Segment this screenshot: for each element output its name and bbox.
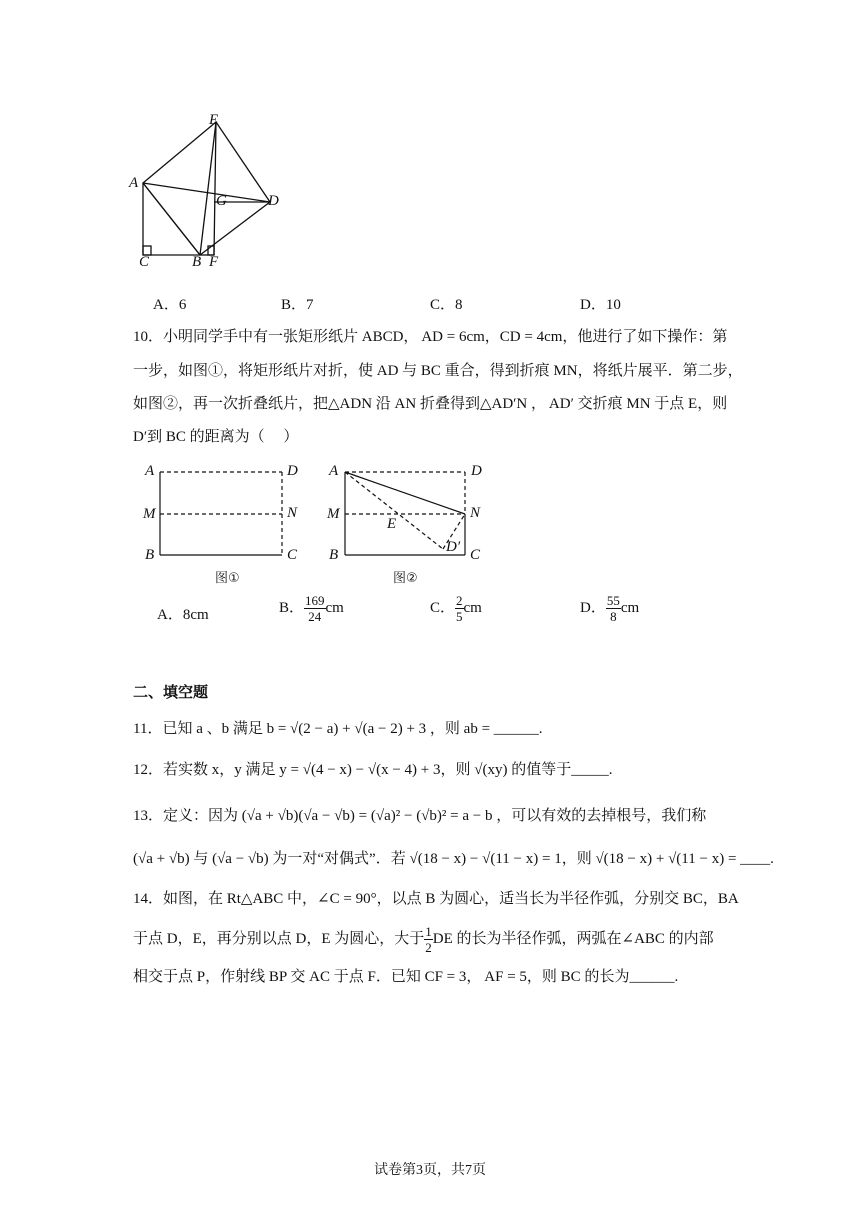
page-footer: 试卷第3页，共7页: [374, 1163, 486, 1178]
fig10-2-label-n: N: [470, 505, 481, 521]
fig10-1-label-b: B: [145, 547, 155, 563]
q10-option-b: B． $\frac{169}{24}$ cm: [279, 593, 344, 624]
q13-line-1: 13．定义：因为 (√a + √b)(√a − √b) = (√a)² − (√b)² = a − b ，可以有效的去掉根号，我们称: [133, 808, 707, 824]
q10-option-a: A．8cm: [157, 607, 209, 623]
fig10-2-label-a: A: [329, 463, 339, 479]
q14-line-1: 14．如图，在 Rt△ABC 中，∠C = 90°，以点 B 为圆心，适当长为半径作弧，分别交 BC，BA: [133, 891, 739, 907]
fig9-label-c: C: [139, 254, 150, 270]
fig10-1-label-a: A: [145, 463, 155, 479]
fig10-2-caption: 图②: [393, 571, 418, 586]
q12-text: 12．若实数 x，y 满足 y = √(4 − x) − √(x − 4) + 3，则 √(xy) 的值等于_____.: [133, 762, 613, 778]
q14-line-2: 于点 D，E，再分别以点 D，E 为圆心，大于 $\frac{1}{2}$ DE 的长为半径作弧，两弧在∠ABC 的内部: [133, 924, 714, 955]
q9-option-d: D．10: [580, 297, 621, 313]
fig10-2-label-m: M: [327, 506, 340, 522]
q10-line-4: D′到 BC 的距离为（ ）: [133, 429, 299, 445]
fig9-label-b: B: [192, 254, 202, 270]
fig10-1-label-d: D: [287, 463, 298, 479]
fig10-2-label-e: E: [387, 516, 397, 532]
fig9-label-e: E: [209, 112, 219, 128]
figure-10-1: [150, 465, 300, 565]
q13-line-2: (√a + √b) 与 (√a − √b) 为一对“对偶式”．若 √(18 − x) − √(11 − x) = 1，则 √(18 − x) + √(11 − x) = ____.: [133, 851, 774, 867]
fig10-1-label-m: M: [143, 506, 156, 522]
q14-line-3: 相交于点 P，作射线 BP 交 AC 于点 F．已知 CF = 3， AF = 5，则 BC 的长为______.: [133, 969, 679, 985]
q9-option-b: B．7: [281, 297, 314, 313]
q10-option-d: D． $\frac{55}{8}$ cm: [580, 593, 640, 624]
fig10-1-caption: 图①: [215, 571, 240, 586]
figure-10-2: [335, 465, 485, 565]
q11-text: 11．已知 a 、b 满足 b = √(2 − a) + √(a − 2) + 3 ，则 ab = ______.: [133, 721, 543, 737]
q9-option-c: C．8: [430, 297, 463, 313]
fig10-2-label-dprime: D′: [446, 539, 461, 555]
fig9-label-f: F: [209, 254, 219, 270]
section-title-fill-in: 二、填空题: [133, 683, 209, 701]
fig9-label-d: D: [268, 193, 279, 209]
fig10-2-label-c: C: [470, 547, 481, 563]
figure-9: [130, 112, 290, 272]
q10-option-c: C． $\frac{2}{5}$ cm: [430, 593, 482, 624]
q10-line-3: 如图②，再一次折叠纸片，把△ADN 沿 AN 折叠得到△AD′N ， AD′ 交折痕 MN 于点 E，则: [133, 396, 728, 412]
q10-line-2: 一步，如图①，将矩形纸片对折，使 AD 与 BC 重合，得到折痕 MN，将纸片展平．第二步，: [133, 363, 743, 379]
fig10-2-label-d: D: [471, 463, 482, 479]
fig9-label-g: G: [216, 193, 227, 209]
fig10-1-label-c: C: [287, 547, 298, 563]
q9-option-a: A．6: [153, 297, 187, 313]
fig10-1-label-n: N: [287, 505, 298, 521]
fig10-2-label-b: B: [329, 547, 339, 563]
q10-line-1: 10．小明同学手中有一张矩形纸片 ABCD， AD = 6cm，CD = 4cm，他进行了如下操作：第: [133, 329, 728, 345]
fig9-label-a: A: [129, 175, 139, 191]
